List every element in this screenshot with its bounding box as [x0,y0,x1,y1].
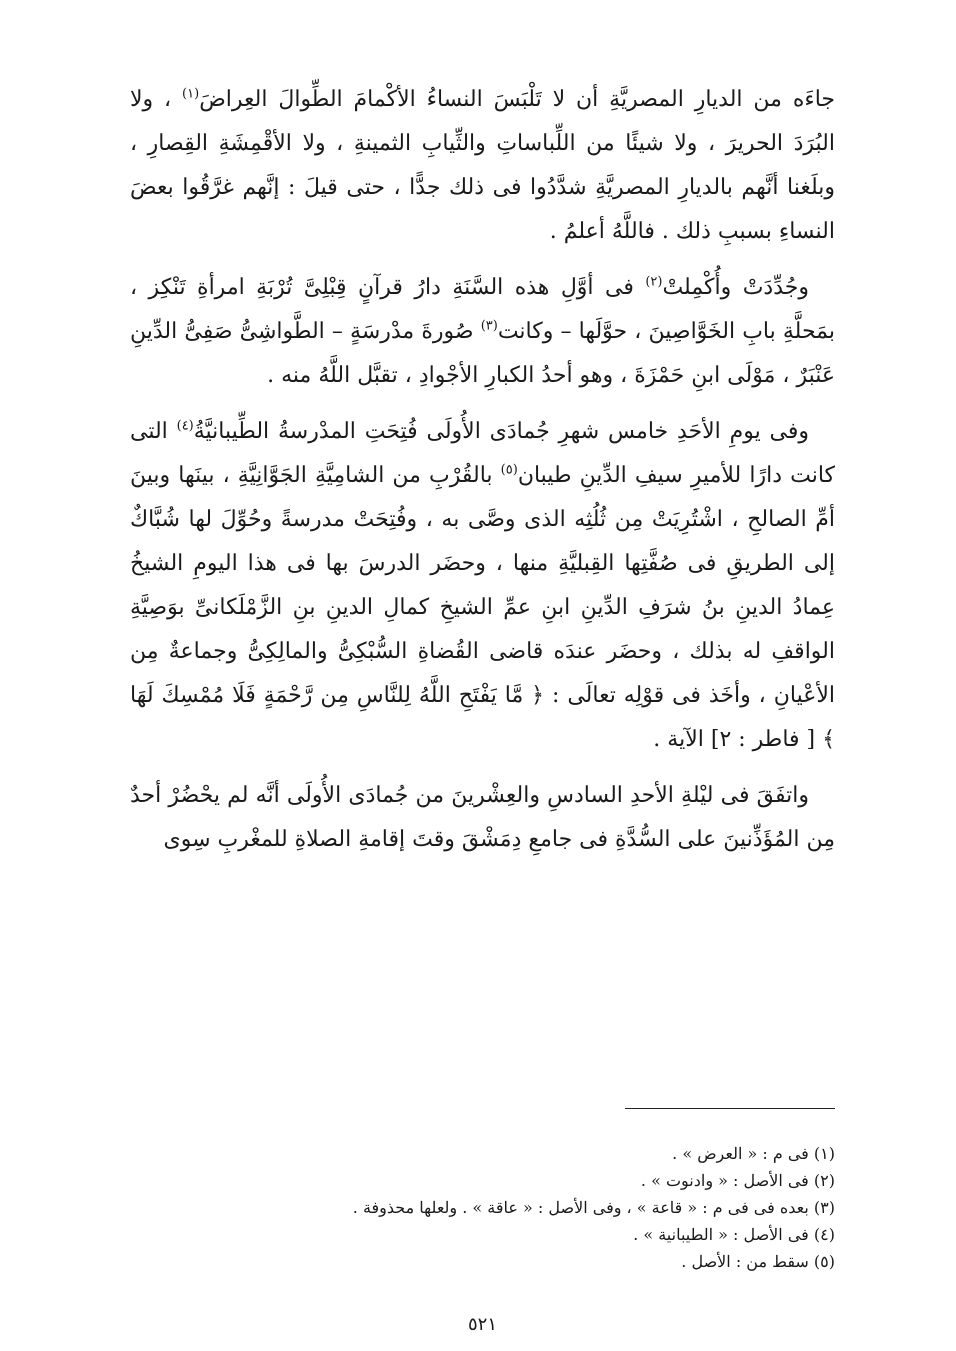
footnote-ref[interactable]: (٥) [500,462,518,478]
footnote-ref[interactable]: (٣) [480,318,498,334]
paragraph-text: بالقُرْبِ من الشامِيَّةِ الجَوَّانِيَّةِ ، بينَها وبينَ أمِّ الصالحِ ، اشْتُرِيَتْ مِن ثُلُثِه الذى وصَّى به ، وفُتِحَتْ مدرسةً وحُوِّلَ لها شُبَّاكٌ إلى الطريقِ فى صُفَّتِها القِبليَّةِ منها ، وحضَر الدرسَ بها فى هذا اليومِ الشيخُ عِمادُ الدينِ بنُ شرَفِ الدِّينِ ابنِ عمِّ الشيخِ كمالِ الدينِ بنِ الزَّمْلَكانىِّ بوَصِيَّةِ الواقفِ له بذلك ، وحضَر عندَه قاضى القُضاةِ السُّبْكِىُّ والمالِكِىُّ وجماعةٌ مِن الأعْيانِ ، وأخَذ فى قوْلِه تعالَى : ﴿ مَّا يَفْتَحِ اللَّهُ لِلنَّاسِ مِن رَّحْمَةٍ فَلَا مُمْسِكَ لَهَا ﴾ [ فاطر : ٢] الآية . [130,463,835,752]
paragraph-3 [130,410,835,762]
footnote-ref[interactable]: (٢) [645,274,663,290]
footnote-5: (٥) سقط من : الأصل . [681,1252,835,1271]
page-number: ٥٢١ [467,1314,497,1335]
footnote-ref[interactable]: (٤) [176,418,194,434]
paragraph-text: فى أوَّلِ هذه السَّنَةِ دارُ قرآنٍ قِبْلِىَّ تُرْبَةِ امرأةِ تَنْكِز ، بمَحلَّةِ بابِ الخَوَّاصِينَ ، حوَّلَها – وكانت [130,275,835,344]
paragraph-4 [130,774,835,862]
footnote-separator [625,1108,835,1109]
paragraph-text: التى كانت دارًا للأميرِ سيفِ الدِّينِ طيبان [130,419,835,488]
document-page [130,78,836,1335]
paragraph-2 [130,266,835,398]
footnote-3: (٣) بعده فى فى م : « قاعة » ، وفى الأصل : « عاقة » . ولعلها محذوفة . [352,1198,835,1217]
footnote-1: (١) فى م : « العرض » . [672,1144,835,1163]
footnote-4: (٤) فى الأصل : « الطيبانية » . [633,1225,835,1244]
paragraph-1 [130,78,835,254]
footnotes-list [130,1140,835,1275]
paragraph-text: وجُدِّدَتْ وأُكْمِلتْ [662,275,809,300]
paragraph-text: صُورةَ مدْرسَةٍ – الطَّواشِىُّ صَفِىُّ الدِّينِ عَنْبَرٌ ، مَوْلَى ابنِ حَمْزَةَ ، وهو أحدُ الكبارِ الأجْوادِ ، تقبَّل اللَّهُ منه . [130,319,835,388]
paragraph-text: جاءَه من الديارِ المصريَّةِ أن لا تَلْبَسَ النساءُ الأكْمامَ الطِّوالَ العِراضَ [199,87,836,112]
paragraph-text: وفى يومِ الأحَدِ خامس شهرِ جُمادَى الأُولَى فُتِحَتِ المدْرسةُ الطِّيبانيَّةُ [193,419,809,444]
paragraph-text: ، ولا البُرَدَ الحريرَ ، ولا شيئًا من اللِّباساتِ والثِّيابِ الثمينةِ ، ولا الأقْمِشَةِ القِصارِ ، وبلَغنا أنَّهم بالديارِ المصريَّةِ شدَّدُوا فى ذلك جدًّا ، حتى قيلَ : إنَّهم غرَّقُوا بعضَ النساءِ بسببِ ذلك . فاللَّهُ أعلمُ . [130,87,835,244]
footnote-2: (٢) فى الأصل : « وادنوت » . [640,1171,835,1190]
footnote-ref[interactable]: (١) [182,86,200,102]
paragraph-text: واتفَقَ فى ليْلةِ الأحدِ السادسِ والعِشْرينَ من جُمادَى الأُولَى أنَّه لم يحْضُرْ أحدٌ مِن المُؤَذِّنينَ على السُّدَّةِ فى جامعِ دِمَشْقَ وقتَ إقامةِ الصلاةِ للمغْربِ سِوى [130,783,835,852]
